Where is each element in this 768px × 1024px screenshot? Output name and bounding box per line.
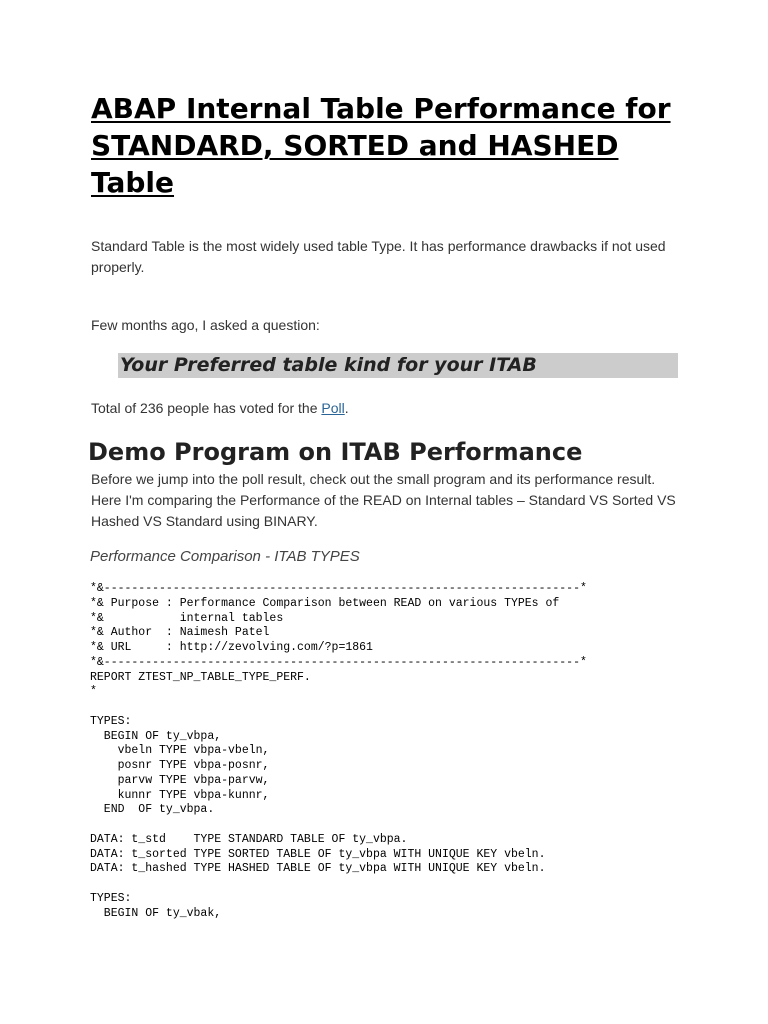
code-line: BEGIN OF ty_vbak, bbox=[90, 906, 222, 920]
code-line: parvw TYPE vbpa-parvw, bbox=[90, 773, 270, 787]
section-title: Demo Program on ITAB Performance bbox=[88, 438, 583, 466]
poll-link[interactable]: Poll bbox=[321, 400, 345, 416]
code-line: TYPES: bbox=[90, 714, 132, 728]
code-line: *&---------------------------------------------------------------------* bbox=[90, 582, 587, 595]
code-line bbox=[90, 877, 710, 892]
code-line: END OF ty_vbpa. bbox=[90, 803, 215, 817]
few-months-paragraph: Few months ago, I asked a question: bbox=[91, 317, 320, 333]
code-line: *& Purpose : Performance Comparison between READ on various TYPEs of bbox=[90, 596, 560, 610]
poll-votes-text: Total of 236 people has voted for the bbox=[91, 400, 322, 416]
poll-votes-paragraph bbox=[91, 398, 681, 419]
code-line: *&---------------------------------------------------------------------* bbox=[90, 655, 587, 669]
poll-votes-period: . bbox=[344, 400, 349, 416]
code-line: DATA: t_sorted TYPE SORTED TABLE OF ty_vbpa WITH UNIQUE KEY vbeln. bbox=[90, 847, 546, 861]
program-intro-paragraph: Before we jump into the poll result, check out the small program and its performance result. Here I'm comparing the Performance of the READ on Internal tables – Standard VS Sorted VS Hashed VS Standard using BINARY. bbox=[91, 471, 676, 529]
code-caption: Performance Comparison - ITAB TYPES bbox=[90, 548, 360, 565]
code-line: posnr TYPE vbpa-posnr, bbox=[90, 759, 270, 772]
code-line: *& URL : http://zevolving.com/?p=1861 bbox=[90, 641, 373, 654]
intro-paragraph: Standard Table is the most widely used table Type. It has performance drawbacks if not used properly. bbox=[91, 238, 666, 275]
code-line: BEGIN OF ty_vbpa, bbox=[90, 729, 222, 743]
code-line: DATA: t_hashed TYPE HASHED TABLE OF ty_vbpa WITH UNIQUE KEY vbeln. bbox=[90, 862, 546, 876]
code-line: TYPES: bbox=[90, 891, 132, 905]
code-line: kunnr TYPE vbpa-kunnr, bbox=[90, 788, 270, 802]
code-line: DATA: t_std TYPE STANDARD TABLE OF ty_vbpa. bbox=[90, 832, 408, 846]
code-line bbox=[90, 818, 710, 833]
code-line: REPORT ZTEST_NP_TABLE_TYPE_PERF. bbox=[90, 670, 311, 684]
code-line bbox=[90, 700, 710, 715]
code-block bbox=[90, 582, 710, 921]
code-line: *& internal tables bbox=[90, 611, 284, 625]
article-title: ABAP Internal Table Performance for STANDARD, SORTED and HASHED Table bbox=[91, 92, 671, 199]
code-line: *& Author : Naimesh Patel bbox=[90, 626, 270, 640]
code-line: vbeln TYPE vbpa-vbeln, bbox=[90, 744, 270, 758]
code-line: * bbox=[90, 685, 97, 699]
poll-question-heading: Your Preferred table kind for your ITAB bbox=[118, 353, 678, 378]
